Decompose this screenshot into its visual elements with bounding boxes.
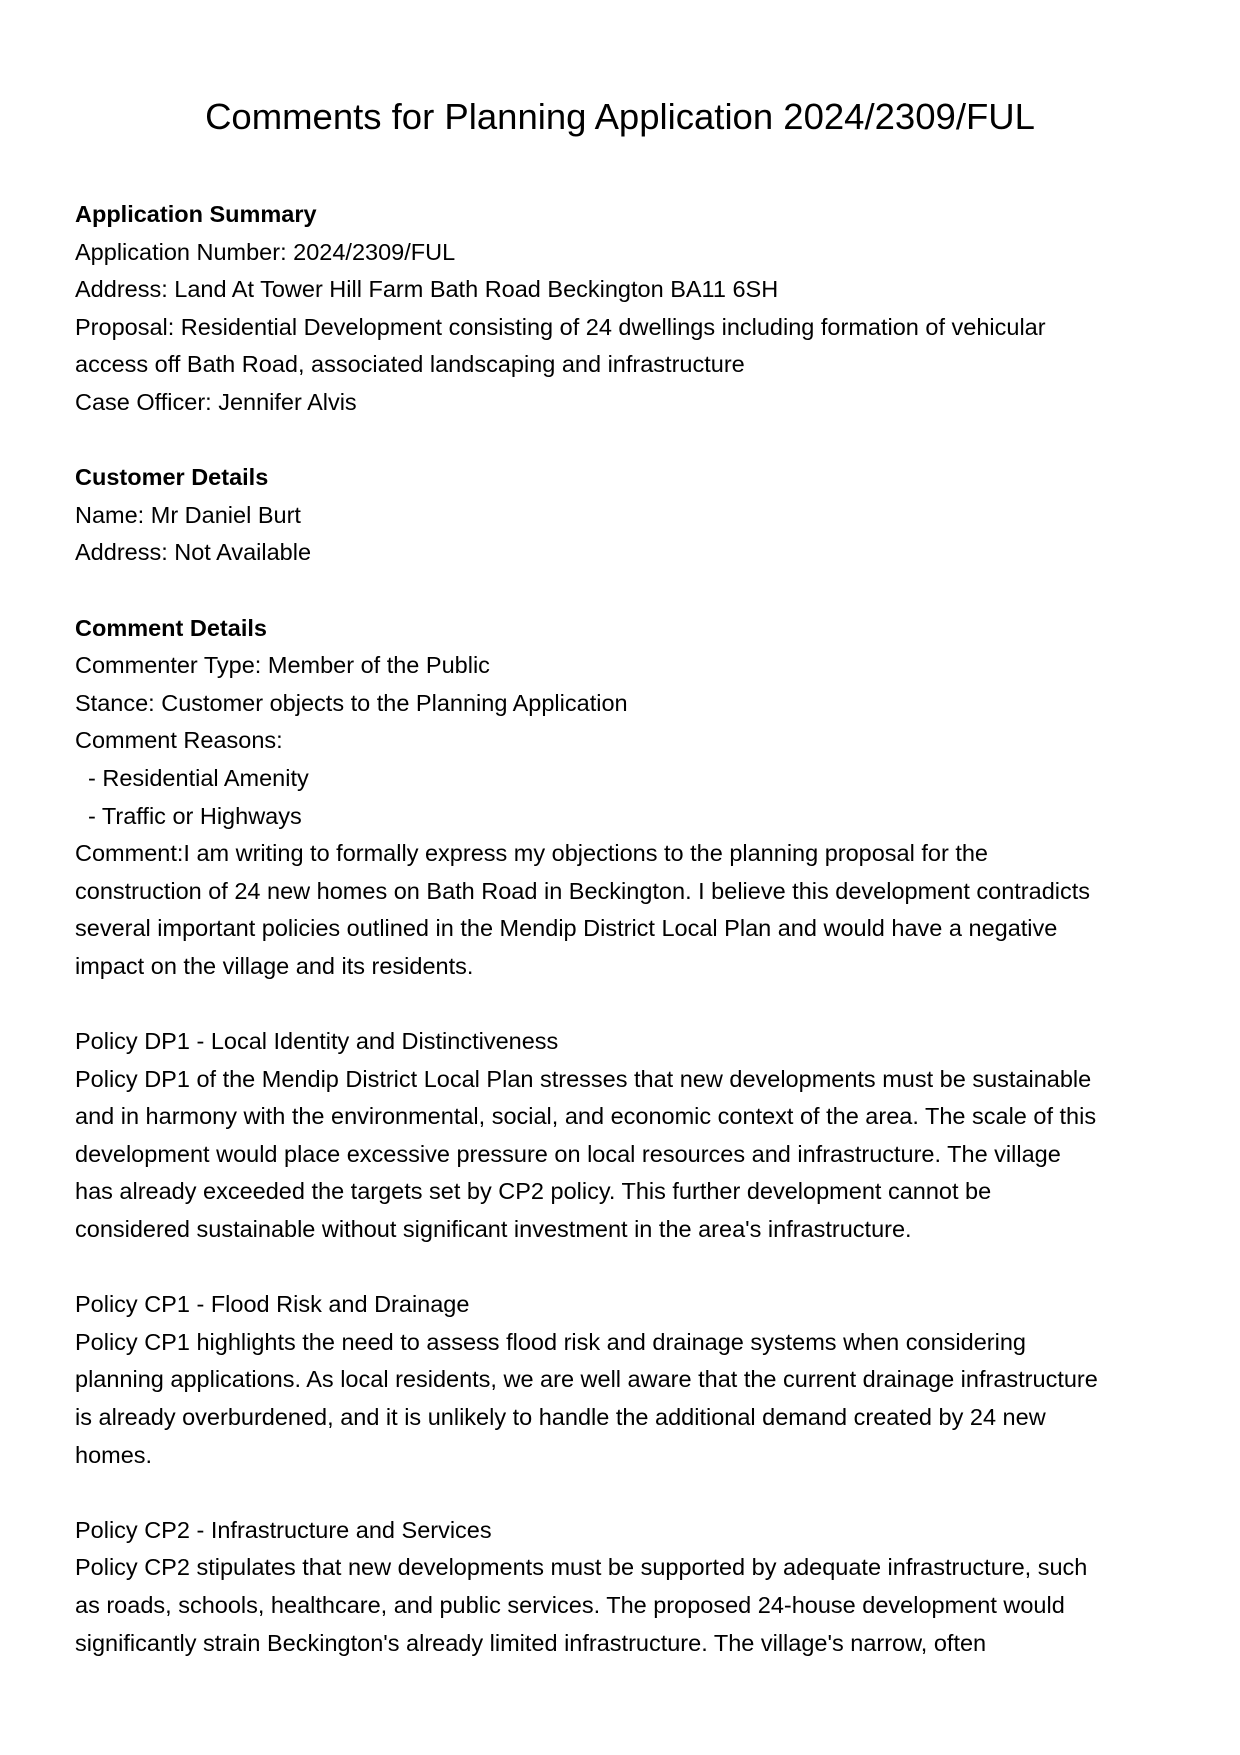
section-heading: Customer Details — [75, 464, 269, 491]
stance: Stance: Customer objects to the Planning Application — [75, 689, 628, 716]
policy-text-line: Policy DP1 of the Mendip District Local Plan stresses that new developments must be sustainable — [75, 1065, 1092, 1092]
policy-title: Policy DP1 - Local Identity and Distinctiveness — [75, 1028, 559, 1055]
page-title: Comments for Planning Application 2024/2309/FUL — [205, 96, 1035, 137]
policy-cp2-section — [75, 1512, 1175, 1662]
policy-text-line: significantly strain Beckington's already limited infrastructure. The village's narrow, often — [75, 1629, 987, 1656]
application-summary-section — [75, 196, 1175, 422]
policy-text-line: as roads, schools, healthcare, and public services. The proposed 24-house development would — [75, 1591, 1065, 1618]
comment-text-line: Comment:I am writing to formally express my objections to the planning proposal for the — [75, 840, 989, 867]
policy-text-line: is already overburdened, and it is unlikely to handle the additional demand created by 24 new — [75, 1404, 1046, 1430]
customer-address: Address: Not Available — [75, 539, 312, 566]
document-body — [75, 196, 1175, 1662]
customer-name: Name: Mr Daniel Burt — [75, 501, 301, 528]
policy-title: Policy CP2 - Infrastructure and Services — [75, 1516, 492, 1543]
comment-text-line: several important policies outlined in the Mendip District Local Plan and would have a negative — [75, 915, 1058, 942]
policy-text-line: and in harmony with the environmental, social, and economic context of the area. The scale of this — [75, 1103, 1097, 1130]
policy-dp1-section — [75, 1023, 1175, 1249]
policy-text-line: planning applications. As local residents, we are well aware that the current drainage infrastructure — [75, 1366, 1098, 1393]
policy-text-line: has already exceeded the targets set by CP2 policy. This further development cannot be — [75, 1178, 992, 1205]
spacer — [75, 1249, 1175, 1287]
comment-reason-item: - Residential Amenity — [88, 764, 309, 791]
spacer — [75, 1474, 1175, 1512]
policy-title: Policy CP1 - Flood Risk and Drainage — [75, 1291, 470, 1318]
comment-details-section — [75, 610, 1175, 986]
policy-text-line: Policy CP2 stipulates that new developments must be supported by adequate infrastructure, such — [75, 1554, 1088, 1581]
proposal-line: access off Bath Road, associated landscaping and infrastructure — [75, 351, 745, 378]
comment-reason-item: - Traffic or Highways — [88, 802, 302, 829]
proposal-line: Proposal: Residential Development consisting of 24 dwellings including formation of vehicular — [75, 313, 1046, 340]
case-officer: Case Officer: Jennifer Alvis — [75, 388, 357, 415]
spacer — [75, 985, 1175, 1023]
spacer — [75, 572, 1175, 610]
customer-details-section — [75, 459, 1175, 572]
policy-cp1-section — [75, 1286, 1175, 1474]
application-number: Application Number: 2024/2309/FUL — [75, 238, 456, 265]
comment-text-line: construction of 24 new homes on Bath Road in Beckington. I believe this development contradicts — [75, 877, 1091, 904]
spacer — [75, 422, 1175, 460]
section-heading: Application Summary — [75, 201, 317, 227]
policy-text-line: homes. — [75, 1441, 153, 1468]
application-address: Address: Land At Tower Hill Farm Bath Road Beckington BA11 6SH — [75, 276, 779, 303]
comment-reasons-label: Comment Reasons: — [75, 727, 283, 754]
section-heading: Comment Details — [75, 614, 267, 641]
policy-text-line: Policy CP1 highlights the need to assess flood risk and drainage systems when considering — [75, 1328, 1026, 1355]
comment-text-line: impact on the village and its residents. — [75, 952, 474, 979]
policy-text-line: development would place excessive pressure on local resources and infrastructure. The village — [75, 1140, 1061, 1167]
commenter-type: Commenter Type: Member of the Public — [75, 652, 490, 679]
policy-text-line: considered sustainable without significant investment in the area's infrastructure. — [75, 1216, 912, 1243]
